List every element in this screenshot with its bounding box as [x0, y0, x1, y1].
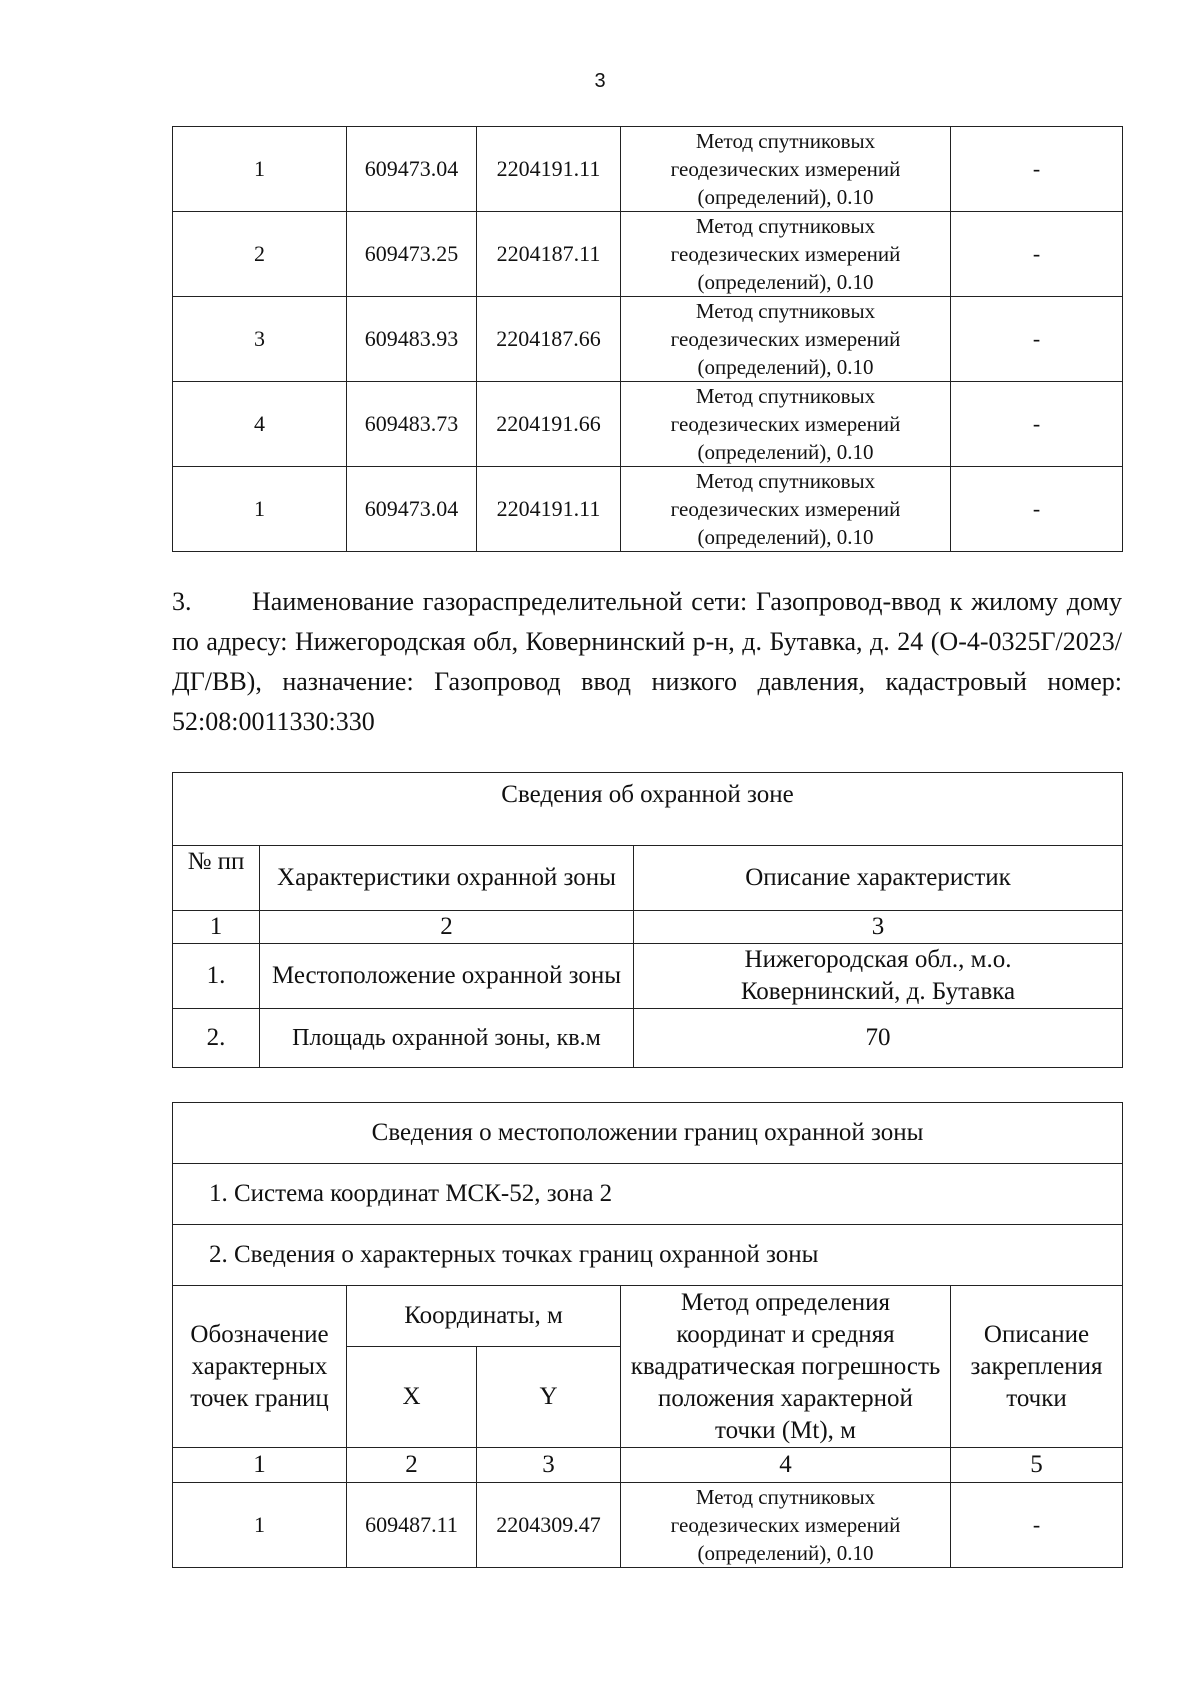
index-cell: 1 — [173, 911, 260, 944]
method-line: геодезических измерений — [670, 412, 901, 436]
method-line: геодезических измерений — [670, 157, 901, 181]
header-method: Метод определения координат и средняя квадратическая погрешность положения характерной точки (Mt), м — [621, 1286, 951, 1448]
table-row — [173, 212, 1123, 297]
header-characteristics: Характеристики охранной зоны — [260, 846, 634, 911]
row-number: 1. — [173, 944, 260, 1009]
table-row — [173, 297, 1123, 382]
method-cell — [621, 1483, 951, 1568]
row-value — [634, 944, 1123, 1009]
method-line: Метод спутниковых — [695, 129, 876, 153]
table-row — [173, 382, 1123, 467]
point-cell: 1 — [173, 127, 347, 212]
x-cell: 609473.04 — [347, 127, 477, 212]
header-fixing: Описание закрепления точки — [951, 1286, 1123, 1448]
fixing-cell: - — [951, 212, 1123, 297]
method-cell — [621, 212, 951, 297]
x-cell: 609487.11 — [347, 1483, 477, 1568]
table-row — [173, 127, 1123, 212]
index-cell: 4 — [621, 1448, 951, 1483]
coordinate-system: 1. Система координат МСК-52, зона 2 — [173, 1164, 1123, 1225]
point-cell: 4 — [173, 382, 347, 467]
method-line: геодезических измерений — [670, 497, 901, 521]
method-line: Метод спутниковых — [695, 384, 876, 408]
value-line: Ковернинский, д. Бутавка — [740, 978, 1016, 1005]
section-number: 3. — [172, 587, 192, 616]
row-name: Площадь охранной зоны, кв.м — [260, 1009, 634, 1068]
row-name: Местоположение охранной зоны — [260, 944, 634, 1009]
index-cell: 3 — [634, 911, 1123, 944]
coordinates-table-continued — [172, 126, 1123, 552]
value-line: Нижегородская обл., м.о. — [744, 946, 1012, 973]
row-number: 2. — [173, 1009, 260, 1068]
index-cell: 1 — [173, 1448, 347, 1483]
x-cell: 609483.93 — [347, 297, 477, 382]
method-line: (определений), 0.10 — [697, 525, 874, 549]
point-cell: 3 — [173, 297, 347, 382]
y-cell: 2204191.66 — [477, 382, 621, 467]
method-cell — [621, 382, 951, 467]
protection-zone-table — [172, 772, 1123, 1068]
boundary-table-title: Сведения о местоположении границ охранной зоны — [173, 1103, 1123, 1164]
x-cell: 609473.04 — [347, 467, 477, 552]
fixing-cell: - — [951, 127, 1123, 212]
y-cell: 2204191.11 — [477, 467, 621, 552]
y-cell: 2204191.11 — [477, 127, 621, 212]
table-row — [173, 1483, 1123, 1568]
index-cell: 3 — [477, 1448, 621, 1483]
method-line: Метод спутниковых — [695, 214, 876, 238]
method-line: Метод спутниковых — [695, 469, 876, 493]
point-cell: 1 — [173, 467, 347, 552]
method-line: (определений), 0.10 — [697, 1541, 874, 1565]
boundary-location-table — [172, 1102, 1123, 1568]
y-cell: 2204187.11 — [477, 212, 621, 297]
header-description: Описание характеристик — [634, 846, 1123, 911]
index-cell: 5 — [951, 1448, 1123, 1483]
row-value: 70 — [634, 1009, 1123, 1068]
header-coordinates: Координаты, м — [347, 1286, 621, 1347]
header-number: № пп — [173, 846, 260, 911]
fixing-cell: - — [951, 1483, 1123, 1568]
section-text: Наименование газораспределительной сети: Газопровод-ввод к жилому дому по адресу: Нижегородская обл, Ковернинский р-н, д. Бутавка, д. 24 (О-4-0325Г/2023/ДГ/ВВ), назначение: Газопровод ввод низкого давления, кадастровый номер: 52:08:0011330:330 — [172, 587, 1122, 736]
method-line: (определений), 0.10 — [697, 185, 874, 209]
method-line: (определений), 0.10 — [697, 440, 874, 464]
method-line: (определений), 0.10 — [697, 270, 874, 294]
method-line: геодезических измерений — [670, 242, 901, 266]
fixing-cell: - — [951, 382, 1123, 467]
method-cell — [621, 297, 951, 382]
page-number: 3 — [594, 70, 606, 92]
header-y: Y — [477, 1347, 621, 1448]
point-cell: 2 — [173, 212, 347, 297]
method-line: Метод спутниковых — [695, 1485, 876, 1509]
section-3-paragraph — [172, 582, 1122, 742]
fixing-cell: - — [951, 467, 1123, 552]
points-info: 2. Сведения о характерных точках границ охранной зоны — [173, 1225, 1123, 1286]
header-designation: Обозначение характерных точек границ — [173, 1286, 347, 1448]
y-cell: 2204187.66 — [477, 297, 621, 382]
method-cell — [621, 127, 951, 212]
header-x: X — [347, 1347, 477, 1448]
table-row — [173, 467, 1123, 552]
method-line: Метод спутниковых — [695, 299, 876, 323]
fixing-cell: - — [951, 297, 1123, 382]
method-cell — [621, 467, 951, 552]
x-cell: 609473.25 — [347, 212, 477, 297]
method-line: геодезических измерений — [670, 1513, 901, 1537]
x-cell: 609483.73 — [347, 382, 477, 467]
method-line: (определений), 0.10 — [697, 355, 874, 379]
point-cell: 1 — [173, 1483, 347, 1568]
index-cell: 2 — [260, 911, 634, 944]
y-cell: 2204309.47 — [477, 1483, 621, 1568]
method-line: геодезических измерений — [670, 327, 901, 351]
index-cell: 2 — [347, 1448, 477, 1483]
zone-table-title: Сведения об охранной зоне — [173, 773, 1123, 846]
